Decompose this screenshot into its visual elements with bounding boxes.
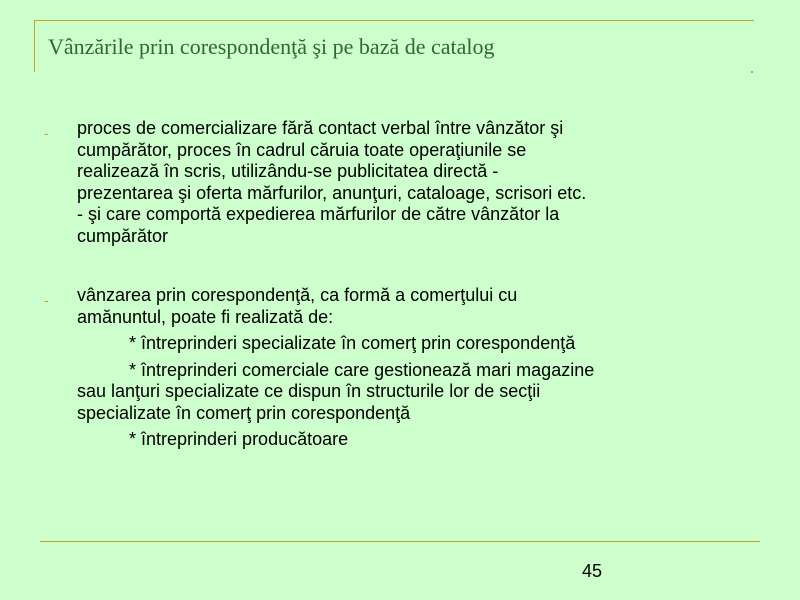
bullet-marker-1: -	[44, 125, 49, 141]
page-number: 45	[582, 561, 603, 581]
paragraph-line: proces de comercializare fără contact verbal între vânzător şi	[77, 118, 564, 138]
sub-item-2: * întreprinderi comerciale care gestionează mari magazine	[129, 359, 595, 380]
slide-title: Vânzările prin corespondenţă şi pe bază de catalog	[48, 34, 495, 59]
sub-item-3: * întreprinderi producătoare	[129, 429, 349, 449]
paragraph-line: prezentarea şi oferta mărfurilor, anunţuri, cataloage, scrisori etc.	[77, 182, 587, 203]
header-top-rule	[34, 20, 754, 21]
paragraph-line: vânzarea prin corespondenţă, ca formă a comerţului cu	[77, 285, 518, 305]
paragraph-line: amănuntul, poate fi realizată de:	[77, 306, 334, 327]
paragraph-line: - şi care comportă expedierea mărfurilor de către vânzător la	[77, 204, 560, 224]
sub-item-2-continuation: specializate în comerţ prin corespondenţă	[77, 402, 411, 423]
bullet-paragraph-2	[77, 285, 767, 451]
paragraph-line: cumpărător	[77, 225, 169, 246]
header-left-rule	[34, 20, 35, 72]
paragraph-line: cumpărător, proces în cadrul căruia toate operaţiunile se	[77, 139, 527, 160]
sub-item-2-continuation: sau lanţuri specializate ce dispun în structurile lor de secţii	[77, 381, 541, 401]
bullet-paragraph-1	[77, 118, 767, 247]
sub-item-1: * întreprinderi specializate în comerţ prin corespondenţă	[129, 333, 576, 353]
footer-rule	[40, 541, 760, 542]
header-corner-mark	[751, 71, 753, 73]
paragraph-line: realizează în scris, utilizându-se publicitatea directă -	[77, 161, 499, 181]
bullet-marker-2: -	[44, 292, 49, 308]
